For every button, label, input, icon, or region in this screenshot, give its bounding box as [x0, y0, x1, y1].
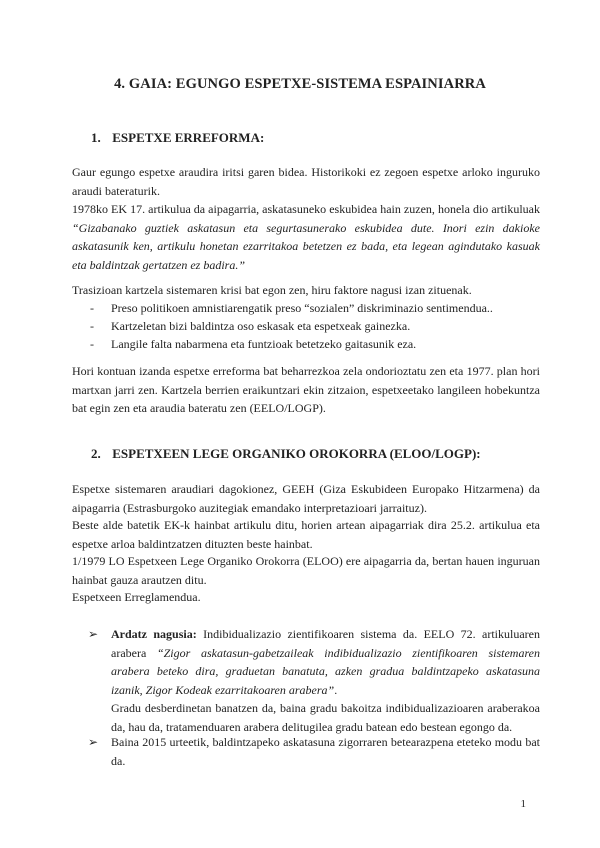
section-1-number: 1. [91, 130, 101, 145]
arrow-bullet-icon: ➢ [88, 735, 99, 749]
grade-explanation: Gradu desberdinetan banatzen da, baina gradu bakoitza indibidualizazioaren araberakoa da, hau da, tratamenduaren arabera delitugilea gradu batean edo bestean egongo da. [111, 701, 540, 734]
dash-marker: - [90, 337, 94, 351]
list-item: - Preso politikoen amnistiarengatik preso “sozialen” diskriminazio sentimendua.. [90, 301, 493, 315]
section-2-heading [91, 446, 481, 462]
section-2-number: 2. [91, 446, 101, 461]
constitution-quote: “Gizabanako guztiek askatasun eta segurtasunerako eskubidea dute. Inori ezin dakioke askatasunik ken, artikulu honetan ezarritakoa betetzen ez bada, eta legean agindutako kasuak eta baldintzak gertatzen ez badira.” [72, 220, 540, 272]
bullet-main-axis [88, 625, 540, 736]
geeh-paragraph: Espetxe sistemaren araudiari dagokionez, GEEH (Giza Eskubideen Europako Hitzarmena) da aipagarria (Estrasburgoko auzitegiak emandako interpretazioari jarraituz). [72, 482, 540, 515]
reform-conclusion: Hori kontuan izanda espetxe erreforma bat beharrezkoa zela ondorioztatu zen eta 1977. plan hori martxan jarri zen. Kartzela berrien eraikuntzari ekin zitzaion, espetxeetako langileen hobekuntza bat egin zen eta araudia bateratu zen (EELO/LOGP). [72, 364, 540, 415]
section-1-heading [91, 130, 264, 146]
bullet-main-axis-body: Ardatz nagusia: Indibidualizazio zientifikoaren sistema da. EELO 72. artikuluaren arabera “Zigor askatasun-gabetzaileak indibidualizazio zientifikoaren sistemaren arabera beteko dira, graduetan banatuta, azken gradua baldintzapeko askatasuna izanik, Zigor Kodeak ezarritakoaren arabera”. Gradu desberdinetan banatzen da, baina gradu bakoitza indibidualizazioaren araberakoa da, hau da, tratamenduaren arabera delitugilea gradu batean edo bestean egongo da. [111, 627, 541, 734]
ek-articles-paragraph: Beste alde batetik EK-k hainbat artikulu ditu, horien artean aipagarriak dira 25.2. artikulua eta espetxe arloa baldintzatzen dituzten beste hainbat. [72, 518, 540, 551]
bullet-lead: Ardatz nagusia: [111, 627, 197, 641]
page-number: 1 [520, 798, 526, 810]
bullet-2015-change [88, 733, 540, 770]
constitution-line: 1978ko EK 17. artikulua da aipagarria, askatasuneko eskubidea hain zuzen, honela dio artikuluak [72, 202, 540, 216]
dash-marker: - [90, 319, 94, 333]
list-item: - Kartzeletan bizi baldintza oso eskasak eta espetxeak gainezka. [90, 319, 411, 333]
bullet-2015-body: Baina 2015 urteetik, baldintzapeko askatasuna zigorraren betearazpena eteteko modu bat da. [111, 735, 540, 768]
regulation-paragraph: Espetxeen Erreglamendua. [72, 590, 201, 604]
constitution-paragraph [72, 200, 540, 274]
section-1-intro: Gaur egungo espetxe araudira iritsi garen bidea. Historikoki ez zegoen espetxe arloko inguruko araudi bateraturik. [72, 165, 540, 198]
eloo-quote: “Zigor askatasun-gabetzaileak indibidualizazio zientifikoaren sistemaren arabera beteko dira, graduetan banatuta, azken gradua baldintzapeko askatasuna izanik, Zigor Kodeak ezarritakoaren arabera” [111, 645, 541, 697]
crisis-factor-list [90, 299, 540, 353]
eloo-paragraph: 1/1979 LO Espetxeen Lege Organiko Orokorra (ELOO) ere aipagarria da, bertan hauen inguruan hainbat gauza arautzen ditu. [72, 554, 540, 587]
list-item: - Langile falta nabarmena eta funtzioak betetzeko gaitasunik eza. [90, 337, 417, 351]
section-2-title: ESPETXEEN LEGE ORGANIKO OROKORRA (ELOO/LOGP): [112, 446, 481, 461]
section-1-title: ESPETXE ERREFORMA: [112, 130, 265, 145]
document-title: 4. GAIA: EGUNGO ESPETXE-SISTEMA ESPAINIARRA [114, 76, 486, 92]
dash-marker: - [90, 301, 94, 315]
arrow-bullet-icon: ➢ [88, 627, 99, 641]
crisis-intro: Trasizioan kartzela sistemaren krisi bat egon zen, hiru faktore nagusi izan zituenak. [72, 283, 472, 297]
